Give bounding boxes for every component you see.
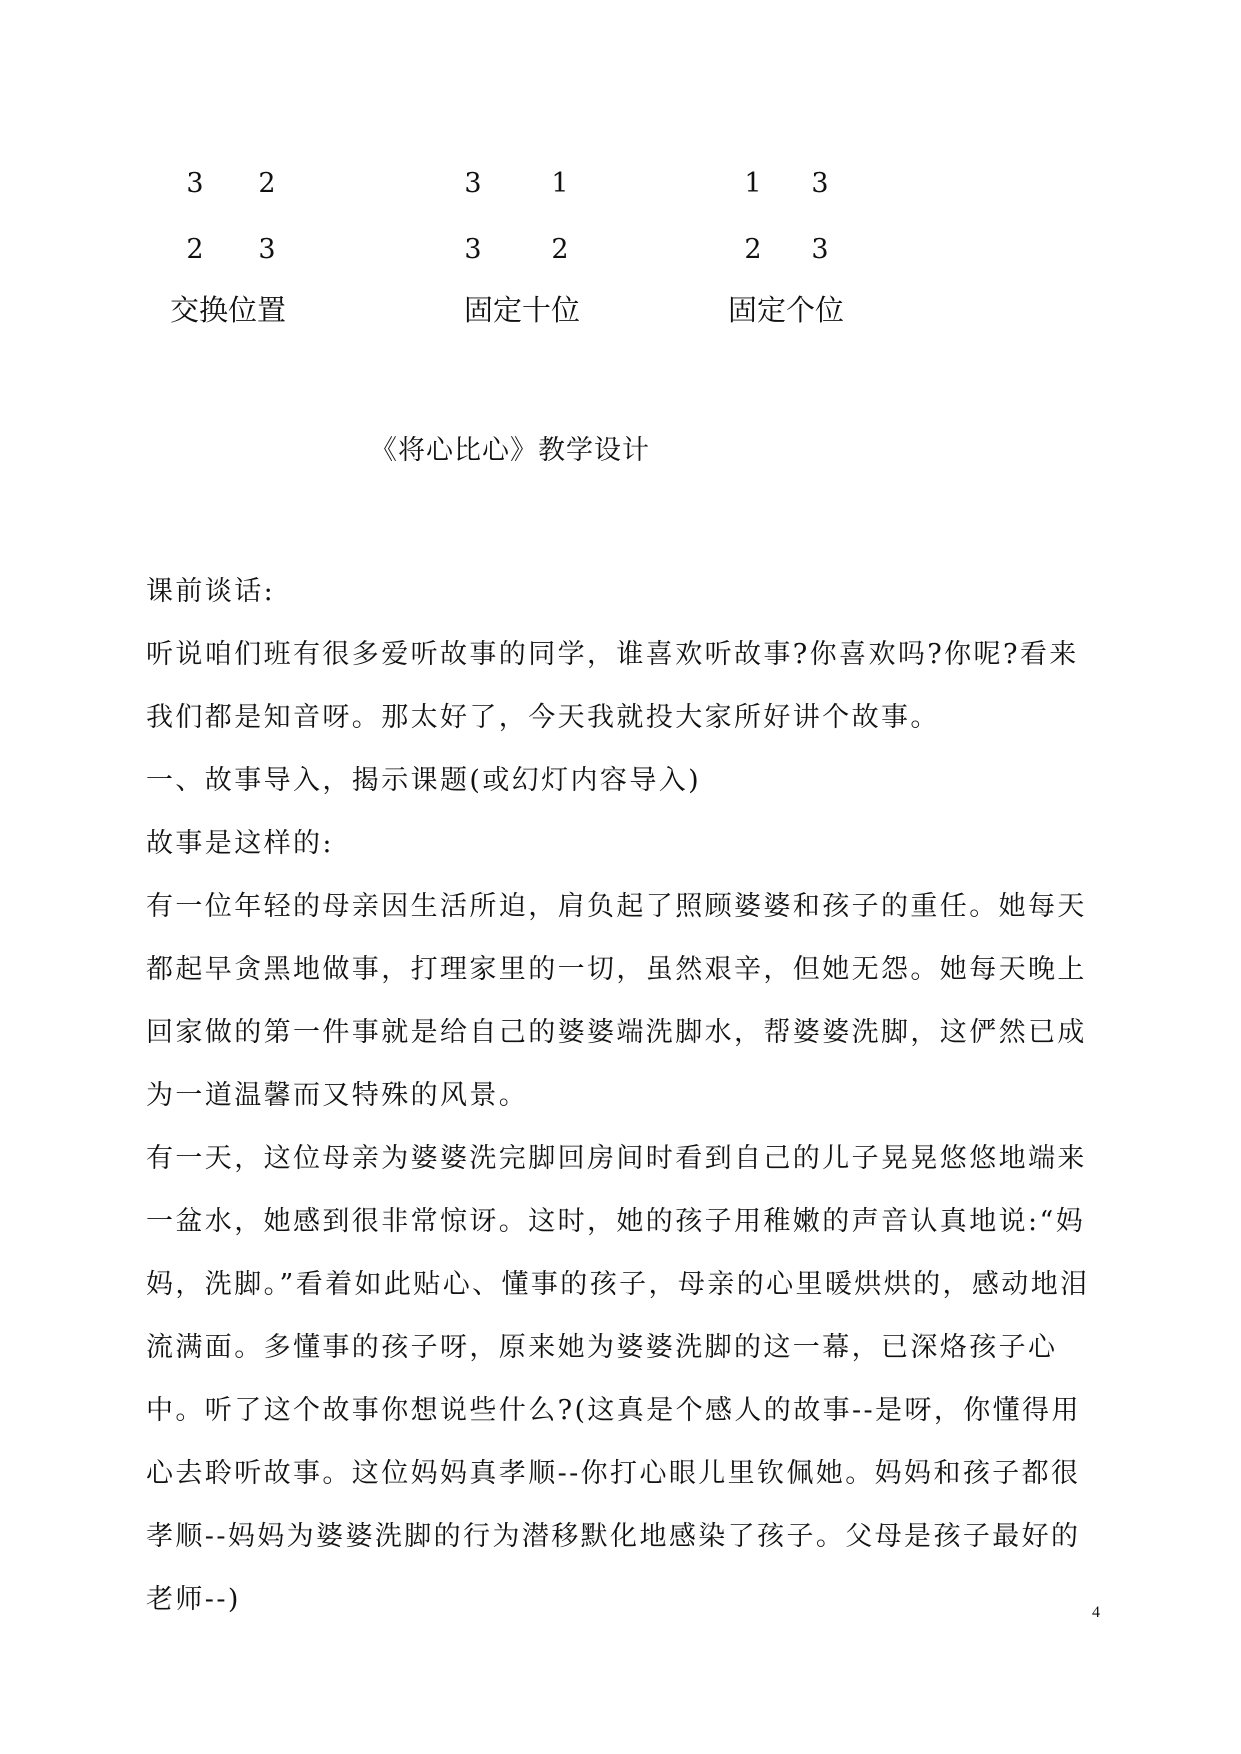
digit: 2 [551, 234, 569, 265]
digit: 3 [258, 234, 276, 265]
digit: 2 [258, 168, 276, 199]
digit: 3 [464, 234, 482, 265]
paragraph: 课前谈话: [146, 576, 276, 607]
paragraph: 听说咱们班有很多爱听故事的同学，谁喜欢听故事?你喜欢吗?你呢?看来我们都是知音呀。那太好了，今天我就投大家所好讲个故事。 [146, 639, 1079, 733]
paragraph: 有一位年轻的母亲因生活所迫，肩负起了照顾婆婆和孩子的重任。她每天都起早贪黑地做事，打理家里的一切，虽然艰辛，但她无怨。她每天晚上回家做的第一件事就是给自己的婆婆端洗脚水，帮婆婆洗脚，这俨然已成为一道温馨而又特殊的风景。 [146, 891, 1087, 1111]
digit: 3 [464, 168, 482, 199]
digit: 3 [811, 168, 829, 199]
paragraph: 有一天，这位母亲为婆婆洗完脚回房间时看到自己的儿子晃晃悠悠地端来一盆水，她感到很非常惊讶。这时，她的孩子用稚嫩的声音认真地说:“妈妈，洗脚。”看着如此贴心、懂事的孩子，母亲的心里暖烘烘的，感动地泪流满面。多懂事的孩子呀，原来她为婆婆洗脚的这一幕，已深烙孩子心中。听了这个故事你想说些什么?(这真是个感人的故事--是呀，你懂得用心去聆听故事。这位妈妈真孝顺--你打心眼儿里钦佩她。妈妈和孩子都很孝顺--妈妈为婆婆洗脚的行为潜移默化地感染了孩子。父母是孩子最好的老师--) [146, 1143, 1090, 1615]
paragraph: 故事是这样的: [146, 828, 334, 859]
digit: 3 [186, 168, 204, 199]
digit: 2 [186, 234, 204, 265]
document-title: 《将心比心》教学设计 [370, 435, 650, 466]
digit: 2 [744, 234, 762, 265]
page-number: 4 [1092, 1604, 1100, 1621]
group-label: 固定十位 [464, 293, 581, 327]
group-label: 固定个位 [728, 293, 845, 327]
paragraph: 一、故事导入，揭示课题(或幻灯内容导入) [146, 765, 702, 796]
document-body [146, 560, 1106, 1631]
digit: 1 [551, 168, 569, 199]
digit: 1 [744, 168, 762, 199]
digit: 3 [811, 234, 829, 265]
group-label: 交换位置 [170, 293, 287, 327]
